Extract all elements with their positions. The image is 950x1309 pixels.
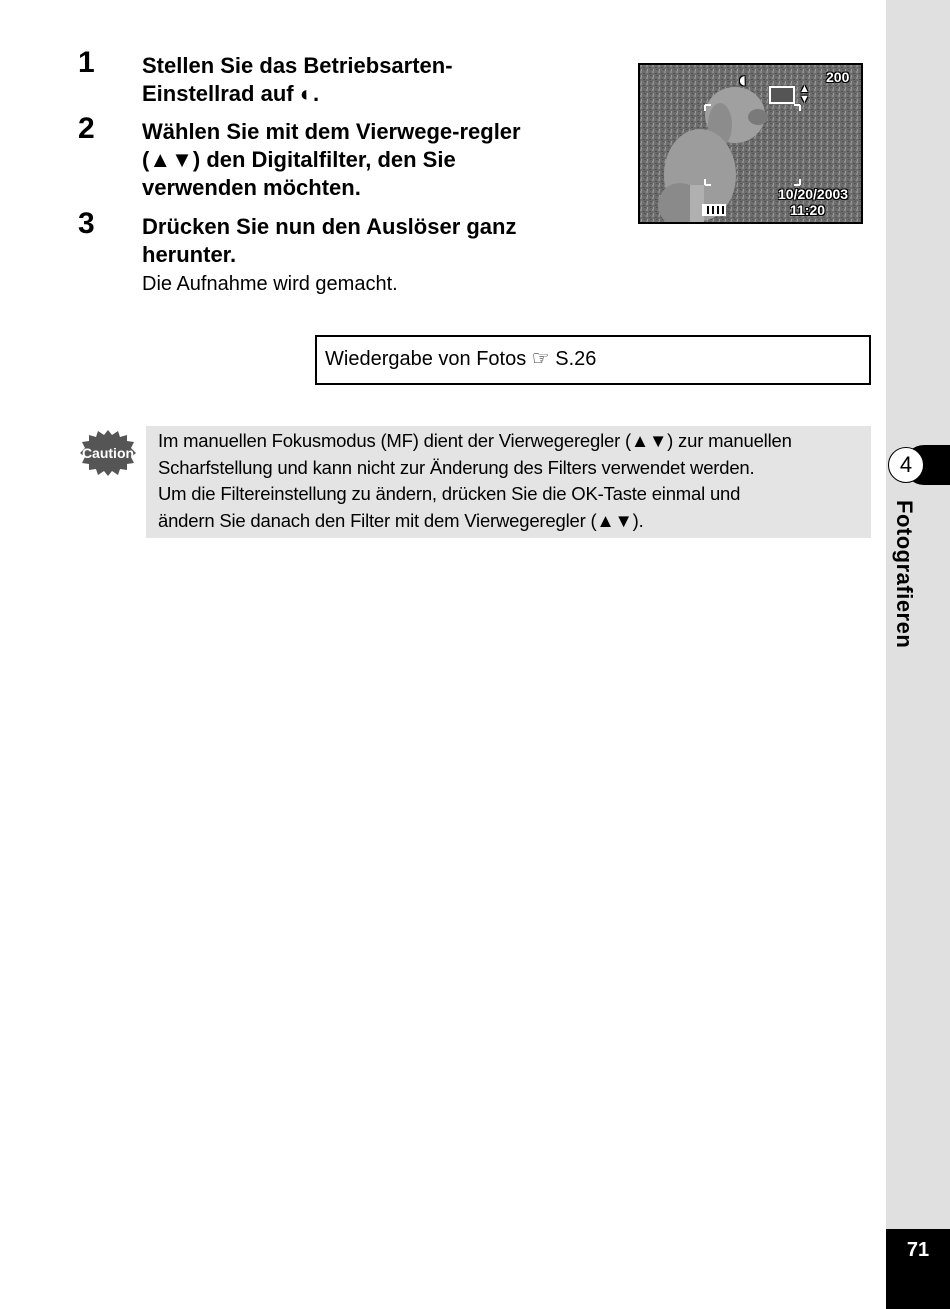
reference-box: Wiedergabe von Fotos ☞ S.26	[315, 335, 871, 385]
time-display: 11:20	[790, 202, 826, 218]
page-number-box	[886, 1229, 950, 1309]
caution-note	[146, 426, 871, 538]
step-number: 1	[78, 46, 95, 79]
up-down-arrows-icon: ▲ ▼	[799, 83, 810, 105]
page-number: 71	[906, 1239, 930, 1261]
step-description: Die Aufnahme wird gemacht.	[142, 273, 398, 295]
caution-line: Scharfstellung und kann nicht zur Änderung des Filters verwendet werden.	[158, 456, 755, 478]
caution-line: ändern Sie danach den Filter mit dem Vierwegeregler (▲▼).	[158, 509, 644, 531]
chapter-number: 4	[888, 447, 924, 483]
caution-line: Im manuellen Fokusmodus (MF) dient der Vierwegeregler (▲▼) zur manuellen	[158, 430, 792, 451]
camera-lcd-screen	[638, 63, 863, 224]
step-title: Stellen Sie das Betriebsarten-Einstellrad auf ◐.	[142, 53, 453, 106]
caution-line: Um die Filtereinstellung zu ändern, drücken Sie die OK-Taste einmal und	[158, 483, 741, 504]
date-display: 10/20/2003	[778, 186, 849, 202]
step-title: Wählen Sie mit dem Vierwege-regler (▲▼) den Digitalfilter, den Sie verwenden möchten.	[142, 119, 521, 200]
digital-filter-mode-icon: ◐	[738, 67, 752, 92]
chapter-title: Fotografieren	[892, 500, 917, 649]
step-title: Drücken Sie nun den Auslöser ganz herunter.	[142, 214, 517, 267]
digital-filter-mode-icon: ◐	[299, 81, 314, 106]
step-number: 2	[78, 112, 95, 145]
chapter-sidebar	[886, 0, 950, 1309]
battery-full-icon	[702, 204, 726, 216]
caution-icon	[80, 430, 136, 476]
shots-remaining: 200	[826, 69, 850, 85]
caution-label: Caution	[81, 445, 135, 461]
filter-preview-icon	[769, 86, 795, 104]
chapter-badge	[886, 445, 950, 485]
step-number: 3	[78, 207, 95, 240]
